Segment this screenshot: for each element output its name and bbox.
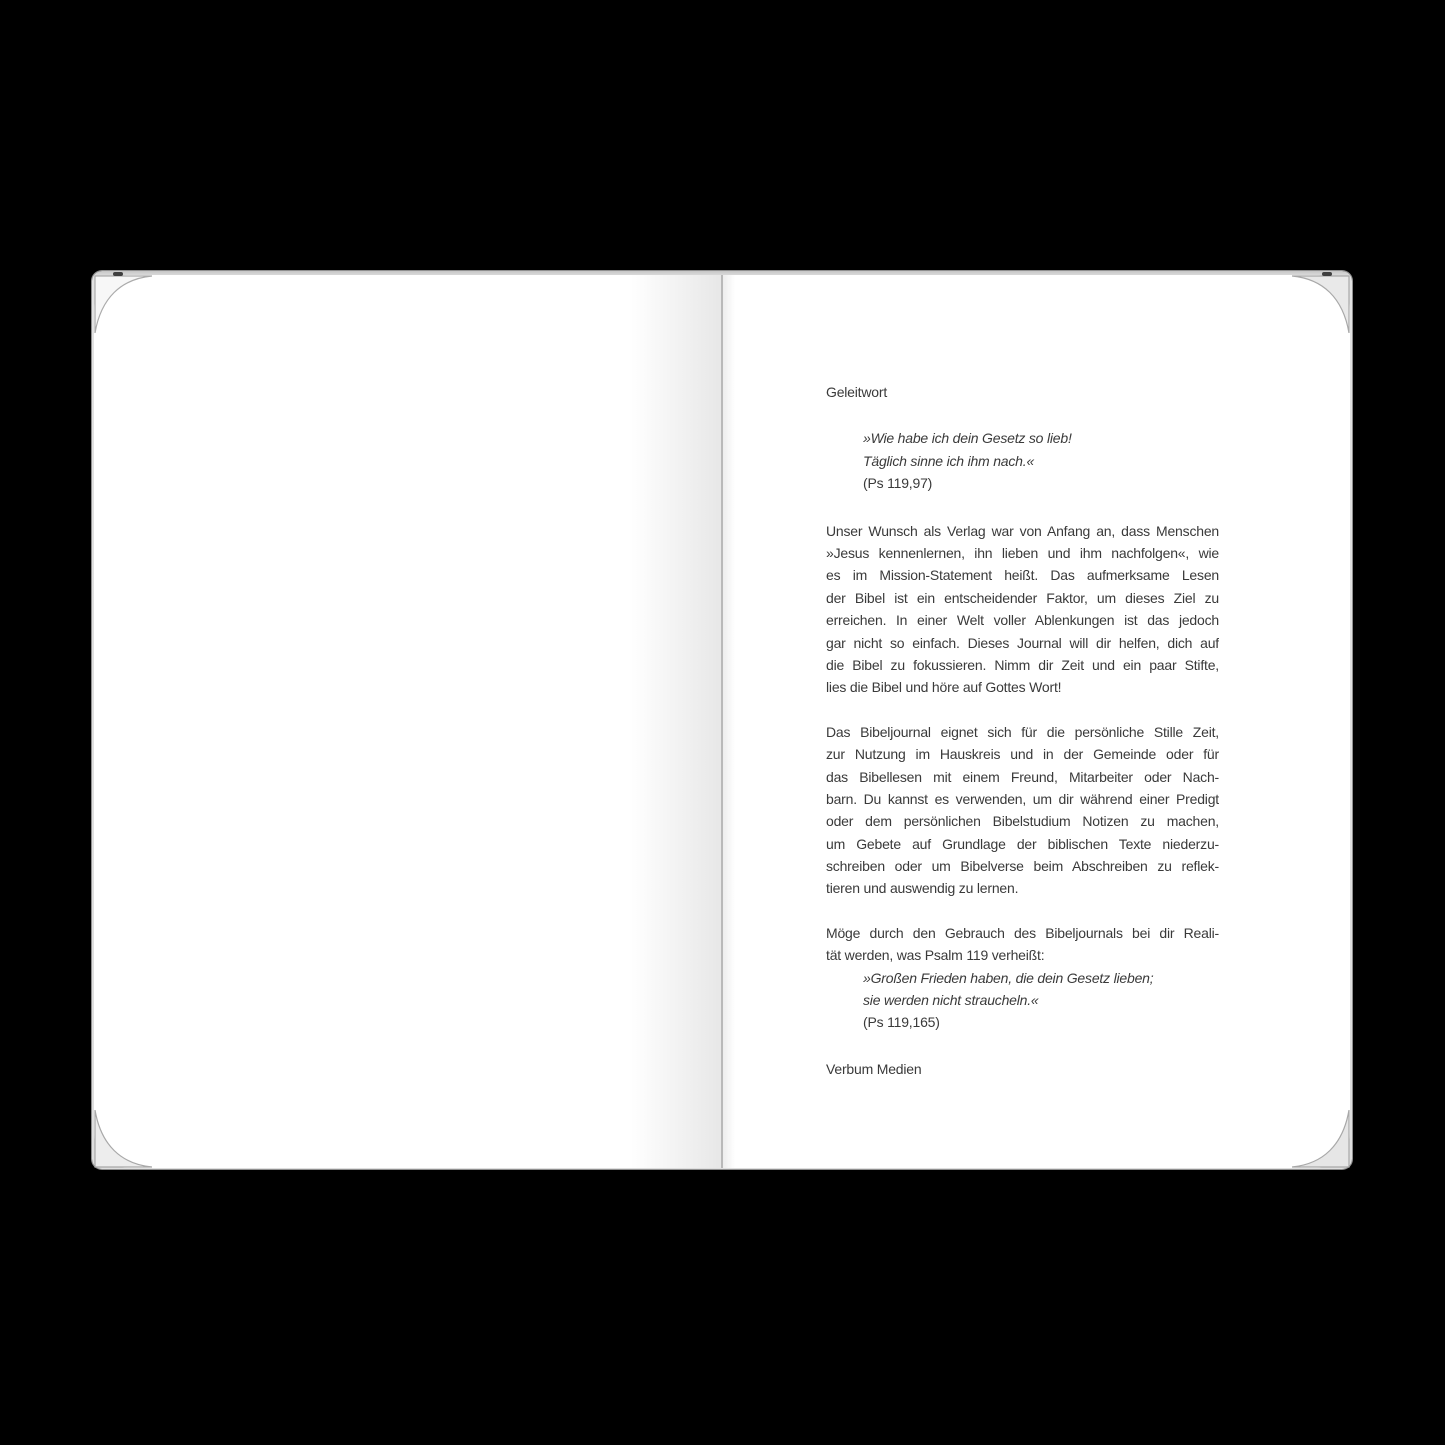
text-line: lies die Bibel und höre auf Gottes Wort! <box>826 679 1062 696</box>
text-line: erreichen. In einer Welt voller Ablenkungen ist das jedoch <box>826 612 1219 629</box>
quote-line: Täglich sinne ich ihm nach.« <box>863 452 1035 469</box>
gutter-shadow-right <box>723 275 735 1168</box>
bible-reference: (Ps 119,97) <box>863 475 933 492</box>
text-line: tieren und auswendig zu lernen. <box>826 880 1019 897</box>
closing-quote <box>863 967 1219 1034</box>
book-spread <box>92 271 1352 1169</box>
publisher-signature: Verbum Medien <box>826 1060 922 1077</box>
text-line: Unser Wunsch als Verlag war von Anfang an, dass Menschen <box>826 522 1219 539</box>
page-content <box>826 381 1219 1080</box>
quote-line: sie werden nicht straucheln.« <box>863 992 1039 1009</box>
quote-line: »Wie habe ich dein Gesetz so lieb! <box>863 430 1072 447</box>
text-line: »Jesus kennenlernen, ihn lieben und ihm nachfolgen«, wie <box>826 545 1219 562</box>
text-line: um Gebete auf Grundlage der biblischen Texte niederzu- <box>826 835 1219 852</box>
text-line: gar nicht so einfach. Dieses Journal will dir helfen, dich auf <box>826 634 1219 651</box>
page-title: Geleitwort <box>826 384 888 400</box>
text-line: die Bibel zu fokussieren. Nimm dir Zeit und ein paar Stifte, <box>826 656 1219 673</box>
text-line: schreiben oder um Bibelverse beim Abschreiben zu reflek- <box>826 858 1219 875</box>
opening-quote <box>863 427 1219 494</box>
text-line: Möge durch den Gebrauch des Bibeljournals bei dir Reali- <box>826 924 1219 941</box>
text-line: barn. Du kannst es verwenden, um dir während einer Predigt <box>826 790 1219 807</box>
text-line: Das Bibeljournal eignet sich für die persönliche Stille Zeit, <box>826 723 1219 740</box>
quote-line: »Großen Frieden haben, die dein Gesetz lieben; <box>863 969 1154 986</box>
text-line: oder dem persönlichen Bibelstudium Notizen zu machen, <box>826 813 1219 830</box>
text-line: das Bibellesen mit einem Freund, Mitarbeiter oder Nach- <box>826 768 1219 785</box>
page-curl-notch-right <box>1322 272 1332 276</box>
text-line: der Bibel ist ein entscheidender Faktor, um dieses Ziel zu <box>826 589 1219 606</box>
left-page <box>94 275 722 1168</box>
text-line: zur Nutzung im Hauskreis und in der Gemeinde oder für <box>826 746 1219 763</box>
right-page <box>722 275 1350 1168</box>
text-line: es im Mission-Statement heißt. Das aufmerksame Lesen <box>826 567 1219 584</box>
bible-reference: (Ps 119,165) <box>863 1014 940 1031</box>
text-line: tät werden, was Psalm 119 verheißt: <box>826 947 1045 964</box>
gutter-shadow-left <box>630 275 722 1168</box>
open-pages <box>94 275 1350 1168</box>
paragraph <box>826 721 1219 900</box>
page-curl-notch-left <box>113 272 123 276</box>
paragraph <box>826 520 1219 699</box>
paragraph <box>826 922 1219 967</box>
